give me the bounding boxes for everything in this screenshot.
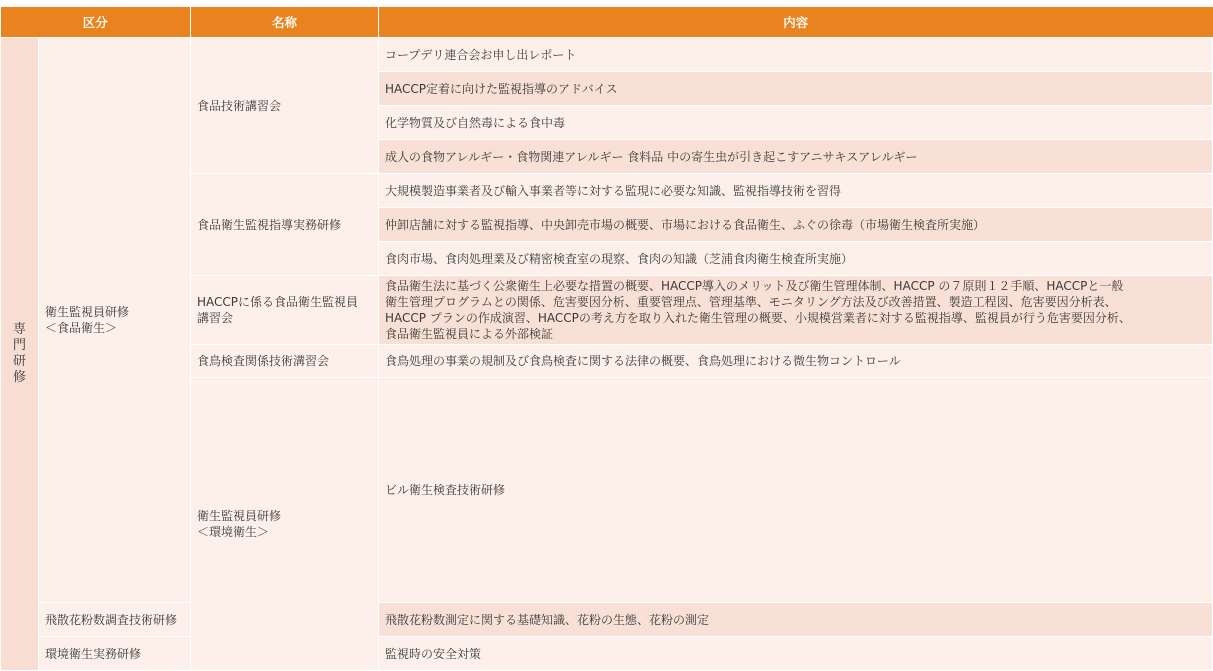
header-category: 区分 (1, 7, 191, 38)
course-content: 飛散花粉数測定に関する基礎知識、花粉の生態、花粉の測定 (379, 603, 1213, 637)
main-category-char: 修 (12, 370, 26, 385)
table-row (1, 603, 1213, 637)
table-row (1, 637, 1213, 671)
course-name: 環境衛生実務研修 (39, 637, 191, 671)
header-content: 内容 (379, 7, 1213, 38)
group-environmental-hygiene (191, 378, 379, 671)
group-food-hygiene (39, 38, 191, 603)
course-name: 食鳥検査関係技術溝習会 (191, 345, 379, 378)
course-content: コープデリ連合会お申し出レポート (379, 38, 1213, 72)
course-content: 化学物質及び自然毒による食中毒 (379, 106, 1213, 140)
course-content: 食鳥処理の事業の規制及び食鳥検査に関する法律の概要、食鳥処理における微生物コントロール (379, 345, 1213, 378)
course-content: 監視時の安全対策 (379, 637, 1213, 671)
group-label-line1: 衛生監視員研修 (45, 305, 130, 319)
course-content: 仲卸店舗に対する監視指導、中央卸売市場の概要、市場における食品衛生、ふぐの徐毒（市場衛生検査所実施） (379, 208, 1213, 242)
header-name: 名称 (191, 7, 379, 38)
table-header-row (1, 7, 1213, 38)
course-name-line2: 講習会 (197, 311, 234, 325)
content-line: 食品衛生法に基づく公衆衛生上必要な措置の概要、HACCP導入のメリット及び衛生管理体制、HACCP の７原則１２手順、HACCPと一般 (385, 279, 1124, 293)
group-label-line2: ＜環境衛生＞ (197, 525, 270, 539)
course-content: 食肉市場、食肉処理業及び精密検査室の現察、食肉の知識（芝浦食肉衛生検査所実施） (379, 242, 1213, 276)
main-category-char: 研 (12, 354, 26, 369)
group-label-line2: ＜食品衛生＞ (45, 321, 118, 335)
training-table (0, 7, 1213, 671)
content-line: 衛生管理プログラムとの関係、危害要因分析、重要管理点、管理基準、モニタリング方法及び改善措置、製造工程図、危害要因分析表、 (385, 295, 1117, 309)
course-content (379, 276, 1213, 345)
course-content: 成人の食物アレルギー・食物関連アレルギー 食料品 中の寄生虫が引き起こすアニサキスアレルギー (379, 140, 1213, 174)
table-row (1, 38, 1213, 72)
course-name: 食品技術講習会 (191, 38, 379, 174)
course-name: ビル衛生検査技術研修 (379, 378, 1213, 603)
main-category-char: 門 (12, 338, 26, 353)
content-line: 食品衛生監視員による外部検証 (385, 327, 554, 341)
course-name: 食品衛生監視指導実務研修 (191, 174, 379, 276)
course-content: HACCP定着に向けた監視指導のアドバイス (379, 72, 1213, 106)
course-name-line1: HACCPに係る食品衛生監視員 (197, 295, 359, 309)
course-name (191, 276, 379, 345)
group-label-line1: 衛生監視員研修 (197, 509, 282, 523)
main-category-cell (1, 38, 39, 671)
content-line: HACCP プランの作成演習、HACCPの考え方を取り入れた衛生管理の概要、小規模営業者に対する監視指導、監視員が行う危害要因分析、 (385, 311, 1131, 325)
course-content: 大規模製造事業者及び輸入事業者等に対する監現に必要な知識、監視指導技術を習得 (379, 174, 1213, 208)
course-name: 飛散花粉数調査技術研修 (39, 603, 191, 637)
main-category-char: 専 (12, 322, 26, 337)
